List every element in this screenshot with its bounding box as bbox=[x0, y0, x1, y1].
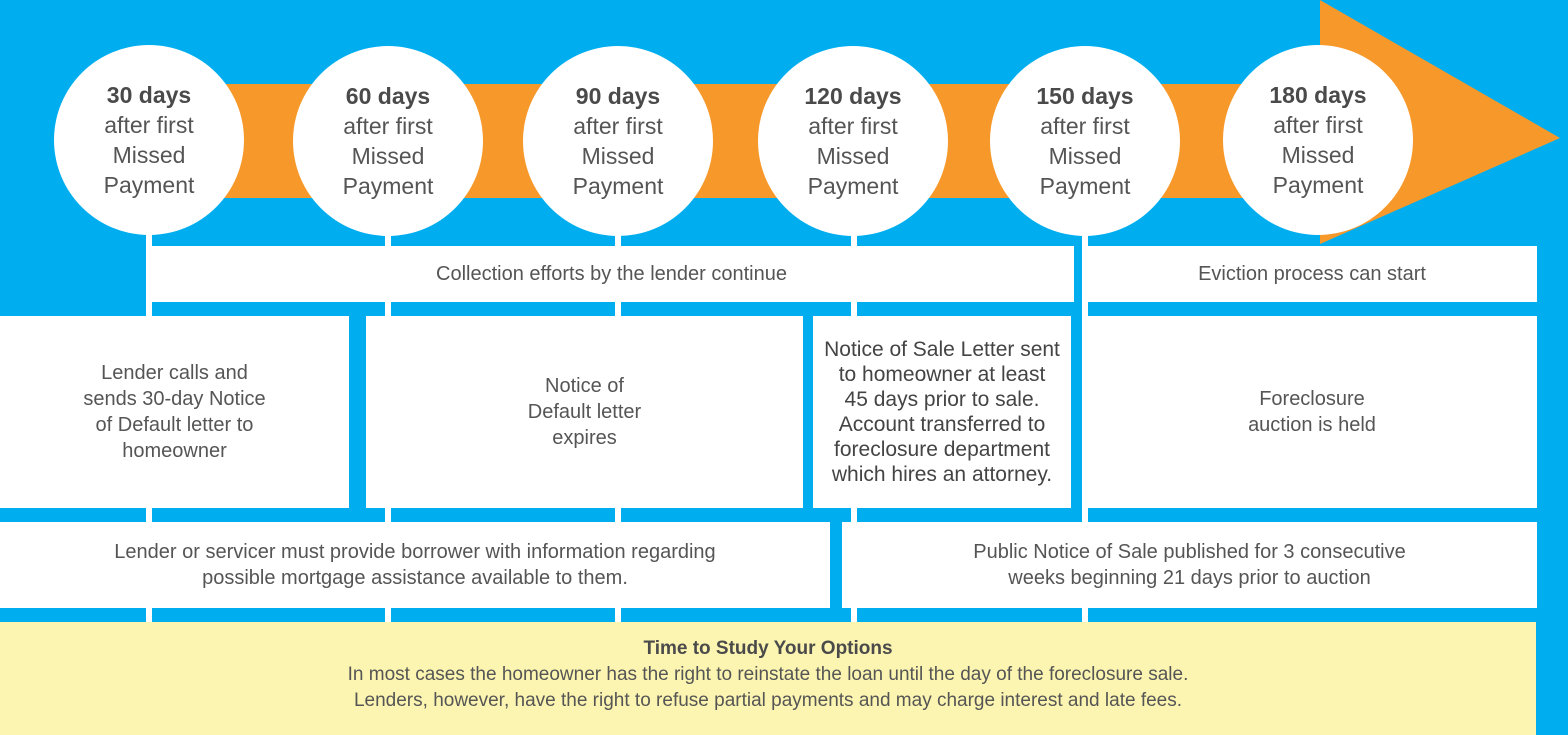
lender-calls-box bbox=[0, 316, 349, 508]
eviction-box bbox=[1087, 246, 1537, 302]
milestone-text: after first bbox=[808, 113, 898, 139]
milestone-text: Missed bbox=[1048, 143, 1122, 169]
milestone-text: Payment bbox=[1272, 172, 1364, 198]
foreclosure-auction-text: Foreclosure auction is held bbox=[1248, 388, 1376, 436]
public-notice-box bbox=[842, 522, 1537, 608]
milestone-30-days bbox=[54, 45, 244, 235]
mortgage-assistance-text: Lender or servicer must provide borrower with information regarding possible mortgage assistance available to them. bbox=[114, 541, 716, 589]
collection-efforts-text: Collection efforts by the lender continue bbox=[436, 263, 787, 285]
eviction-text: Eviction process can start bbox=[1198, 263, 1426, 285]
milestone-days: 180 days bbox=[1269, 82, 1367, 108]
public-notice-text: Public Notice of Sale published for 3 consecutive weeks beginning 21 days prior to auction bbox=[973, 541, 1406, 589]
milestone-text: Payment bbox=[342, 173, 434, 199]
footer-line: Lenders, however, have the right to refuse partial payments and may charge interest and late fees. bbox=[353, 690, 1183, 711]
milestone-text: Missed bbox=[816, 143, 890, 169]
milestone-text: Missed bbox=[1281, 142, 1355, 168]
milestone-text: Missed bbox=[351, 143, 425, 169]
footer-title: Time to Study Your Options bbox=[643, 638, 893, 659]
milestone-60-days bbox=[293, 46, 483, 236]
notice-of-sale-box bbox=[813, 316, 1071, 508]
milestone-180-days bbox=[1223, 45, 1413, 235]
milestone-days: 30 days bbox=[106, 82, 192, 108]
milestone-120-days bbox=[758, 46, 948, 236]
foreclosure-auction-box bbox=[1087, 316, 1537, 508]
milestone-150-days bbox=[990, 46, 1180, 236]
milestone-text: after first bbox=[573, 113, 663, 139]
milestone-days: 60 days bbox=[345, 83, 431, 109]
milestone-text: Payment bbox=[807, 173, 899, 199]
milestone-text: Payment bbox=[1039, 173, 1131, 199]
milestone-text: Payment bbox=[572, 173, 664, 199]
notice-of-sale-text: Notice of Sale Letter sent to homeowner at least 45 days prior to sale. Account transferred to foreclosure department which hires an attorney. bbox=[824, 338, 1060, 486]
milestone-days: 120 days bbox=[804, 83, 902, 109]
milestone-days: 90 days bbox=[575, 83, 661, 109]
milestone-text: after first bbox=[104, 112, 194, 138]
milestone-text: Payment bbox=[103, 172, 195, 198]
notice-expires-text: Notice of Default letter expires bbox=[527, 375, 642, 449]
milestone-text: Missed bbox=[581, 143, 655, 169]
collection-efforts-box bbox=[149, 246, 1074, 302]
mortgage-assistance-box bbox=[0, 522, 830, 608]
milestone-text: after first bbox=[1040, 113, 1130, 139]
study-options-footer bbox=[0, 622, 1536, 735]
milestone-days: 150 days bbox=[1036, 83, 1134, 109]
lender-calls-text: Lender calls and sends 30-day Notice of Default letter to homeowner bbox=[83, 362, 266, 462]
milestone-text: Missed bbox=[112, 142, 186, 168]
notice-expires-box bbox=[366, 316, 803, 508]
milestone-text: after first bbox=[1273, 112, 1363, 138]
footer-line: In most cases the homeowner has the right to reinstate the loan until the day of the foreclosure sale. bbox=[347, 664, 1189, 685]
milestone-text: after first bbox=[343, 113, 433, 139]
milestone-90-days bbox=[523, 46, 713, 236]
